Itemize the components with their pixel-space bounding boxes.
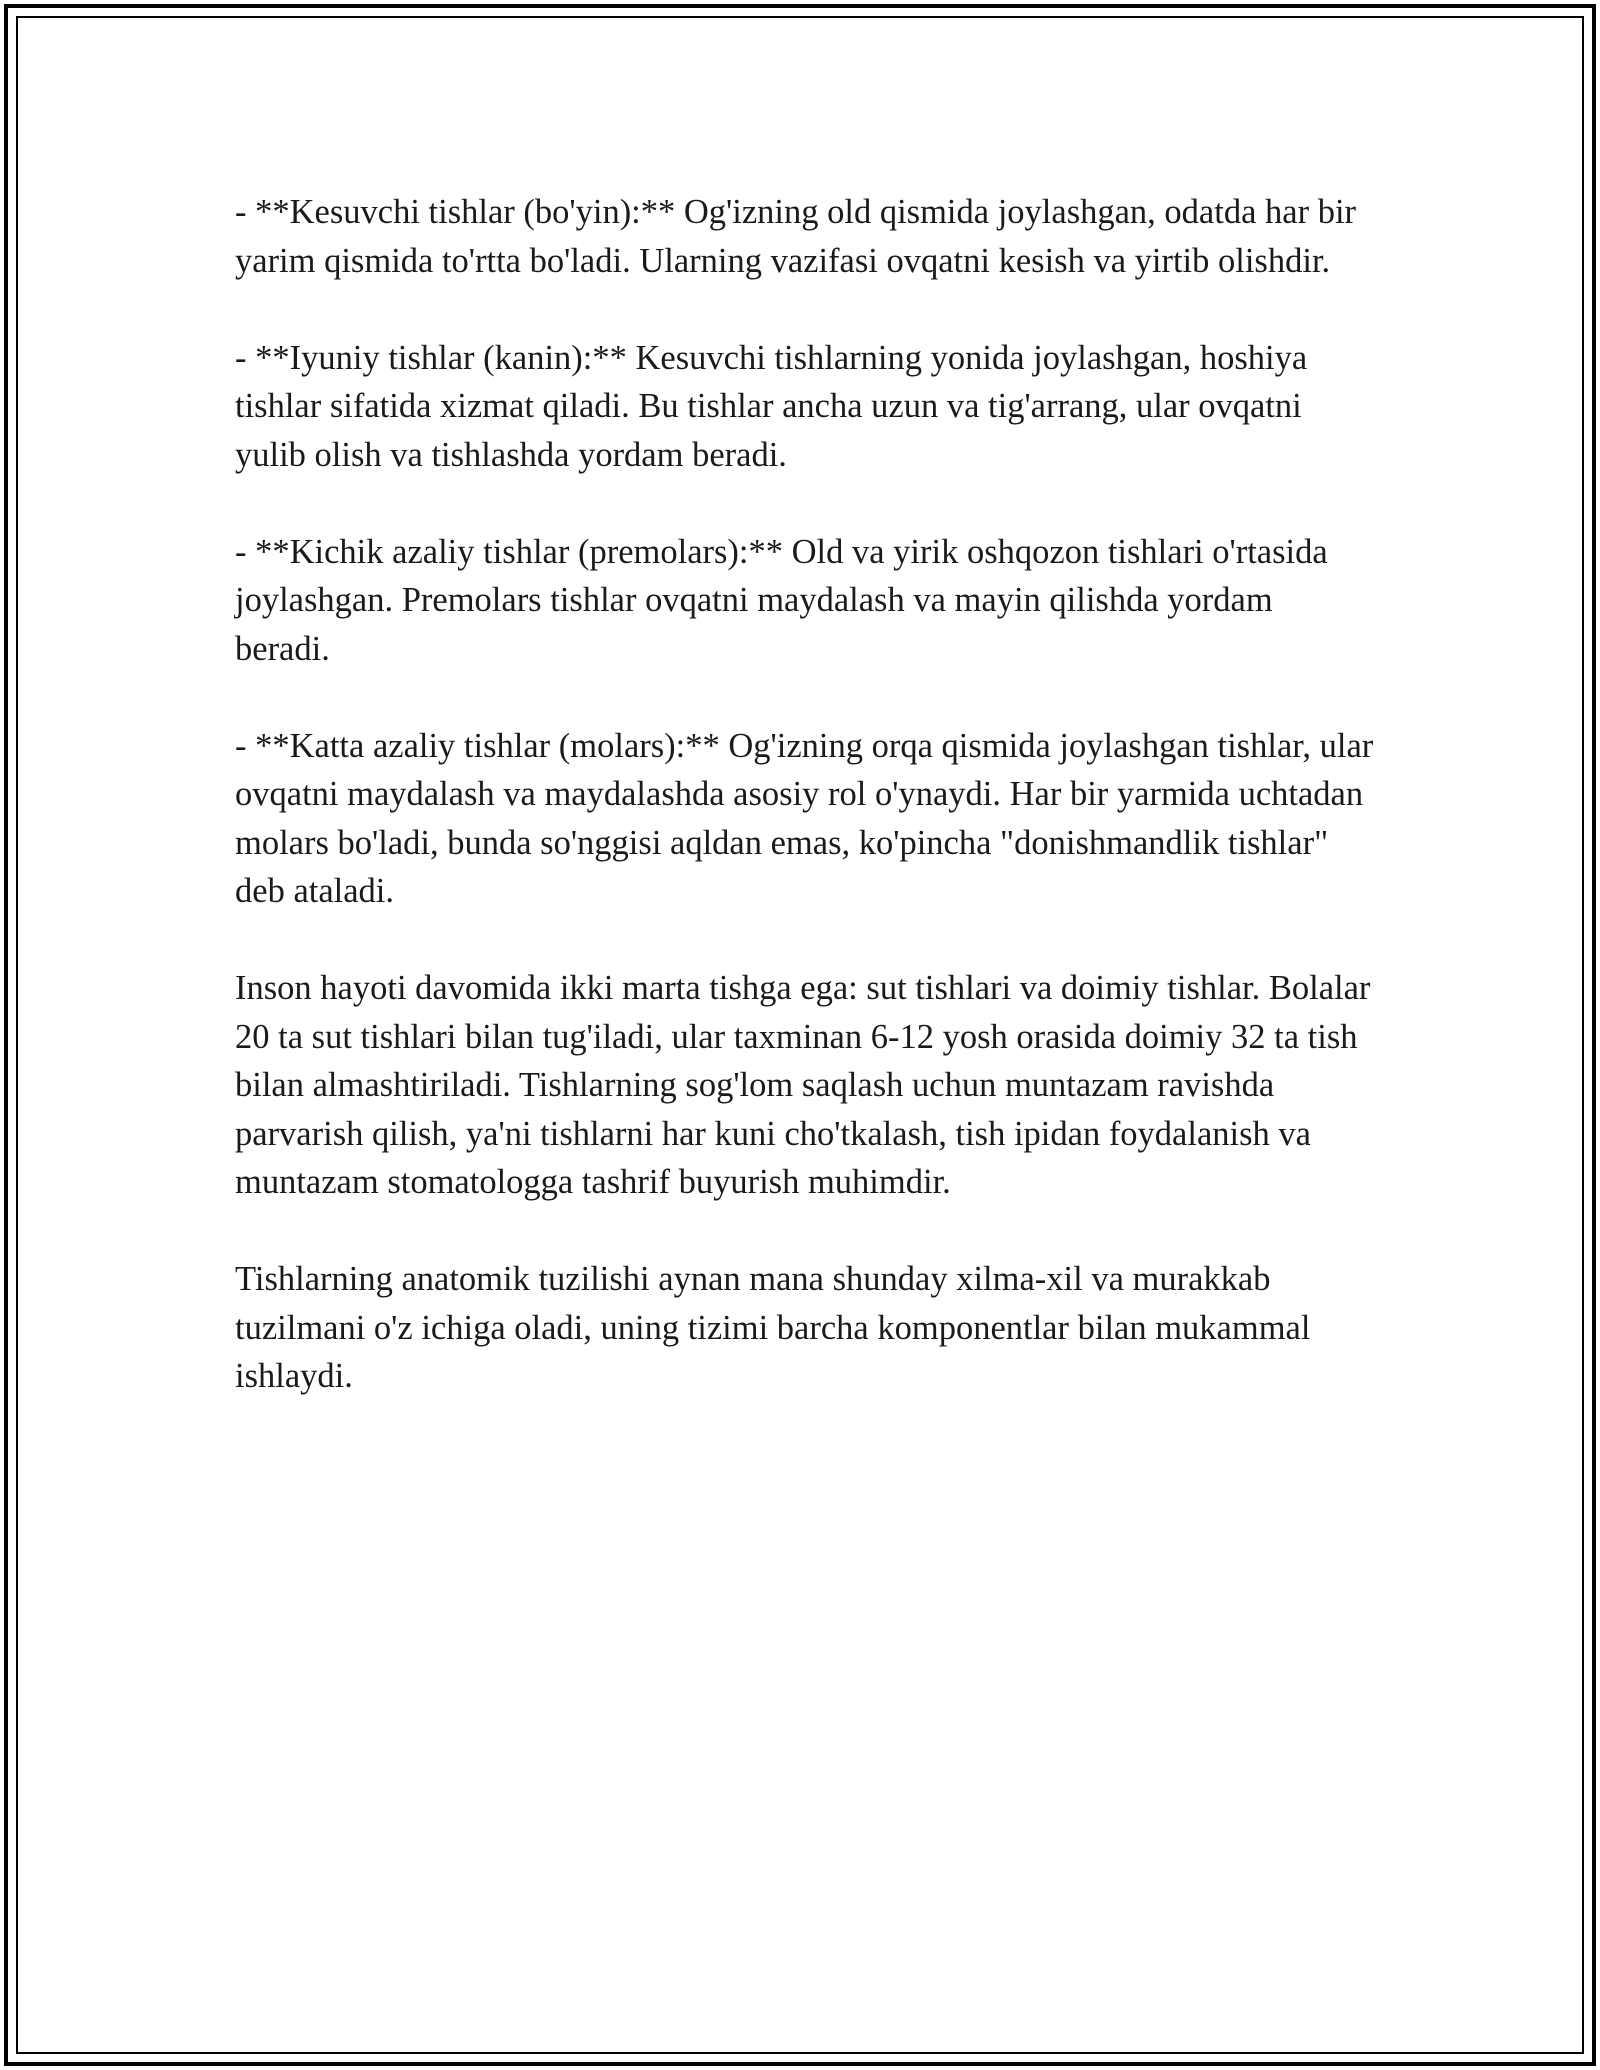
paragraph-canines: - **Iyuniy tishlar (kanin):** Kesuvchi tishlarning yonida joylashgan, hoshiya tishlar sifatida xizmat qiladi. Bu tishlar ancha uzun va tig'arrang, ular ovqatni yulib olish va tishlashda yordam beradi. — [235, 338, 1308, 474]
paragraph-molars: - **Katta azaliy tishlar (molars):** Og'izning orqa qismida joylashgan tishlar, ular ovqatni maydalash va maydalashda asosiy rol o'ynaydi. Har bir yarmida uchtadan molars bo'ladi, bunda so'nggisi aqldan emas, ko'pincha "donishmandlik tishlar" deb ataladi. — [235, 726, 1374, 910]
paragraph-conclusion: Tishlarning anatomik tuzilishi aynan mana shunday xilma-xil va murakkab tuzilmani o'z ichiga oladi, uning tizimi barcha komponentlar bilan mukammal ishlaydi. — [235, 1260, 1311, 1395]
paragraph-teeth-care: Inson hayoti davomida ikki marta tishga ega: sut tishlari va doimiy tishlar. Bolalar 20 ta sut tishlari bilan tug'iladi, ular taxminan 6-12 yosh orasida doimiy 32 ta tish bilan almashtiriladi. Tishlarning sog'lom saqlash uchun muntazam ravishda parvarish qilish, ya'ni tishlarni har kuni cho'tkalash, tish ipidan foydalanish va muntazam stomatologga tashrif buyurish muhimdir. — [235, 969, 1371, 1201]
paragraph-premolars: - **Kichik azaliy tishlar (premolars):** Old va yirik oshqozon tishlari o'rtasida joylashgan. Premolars tishlar ovqatni maydalash va mayin qilishda yordam beradi. — [235, 532, 1328, 668]
document-body — [235, 188, 1375, 1449]
paragraph-incisors: - **Kesuvchi tishlar (bo'yin):** Og'izning old qismida joylashgan, odatda har bir yarim qismida to'rtta bo'ladi. Ularning vazifasi ovqatni kesish va yirtib olishdir. — [235, 193, 1357, 280]
